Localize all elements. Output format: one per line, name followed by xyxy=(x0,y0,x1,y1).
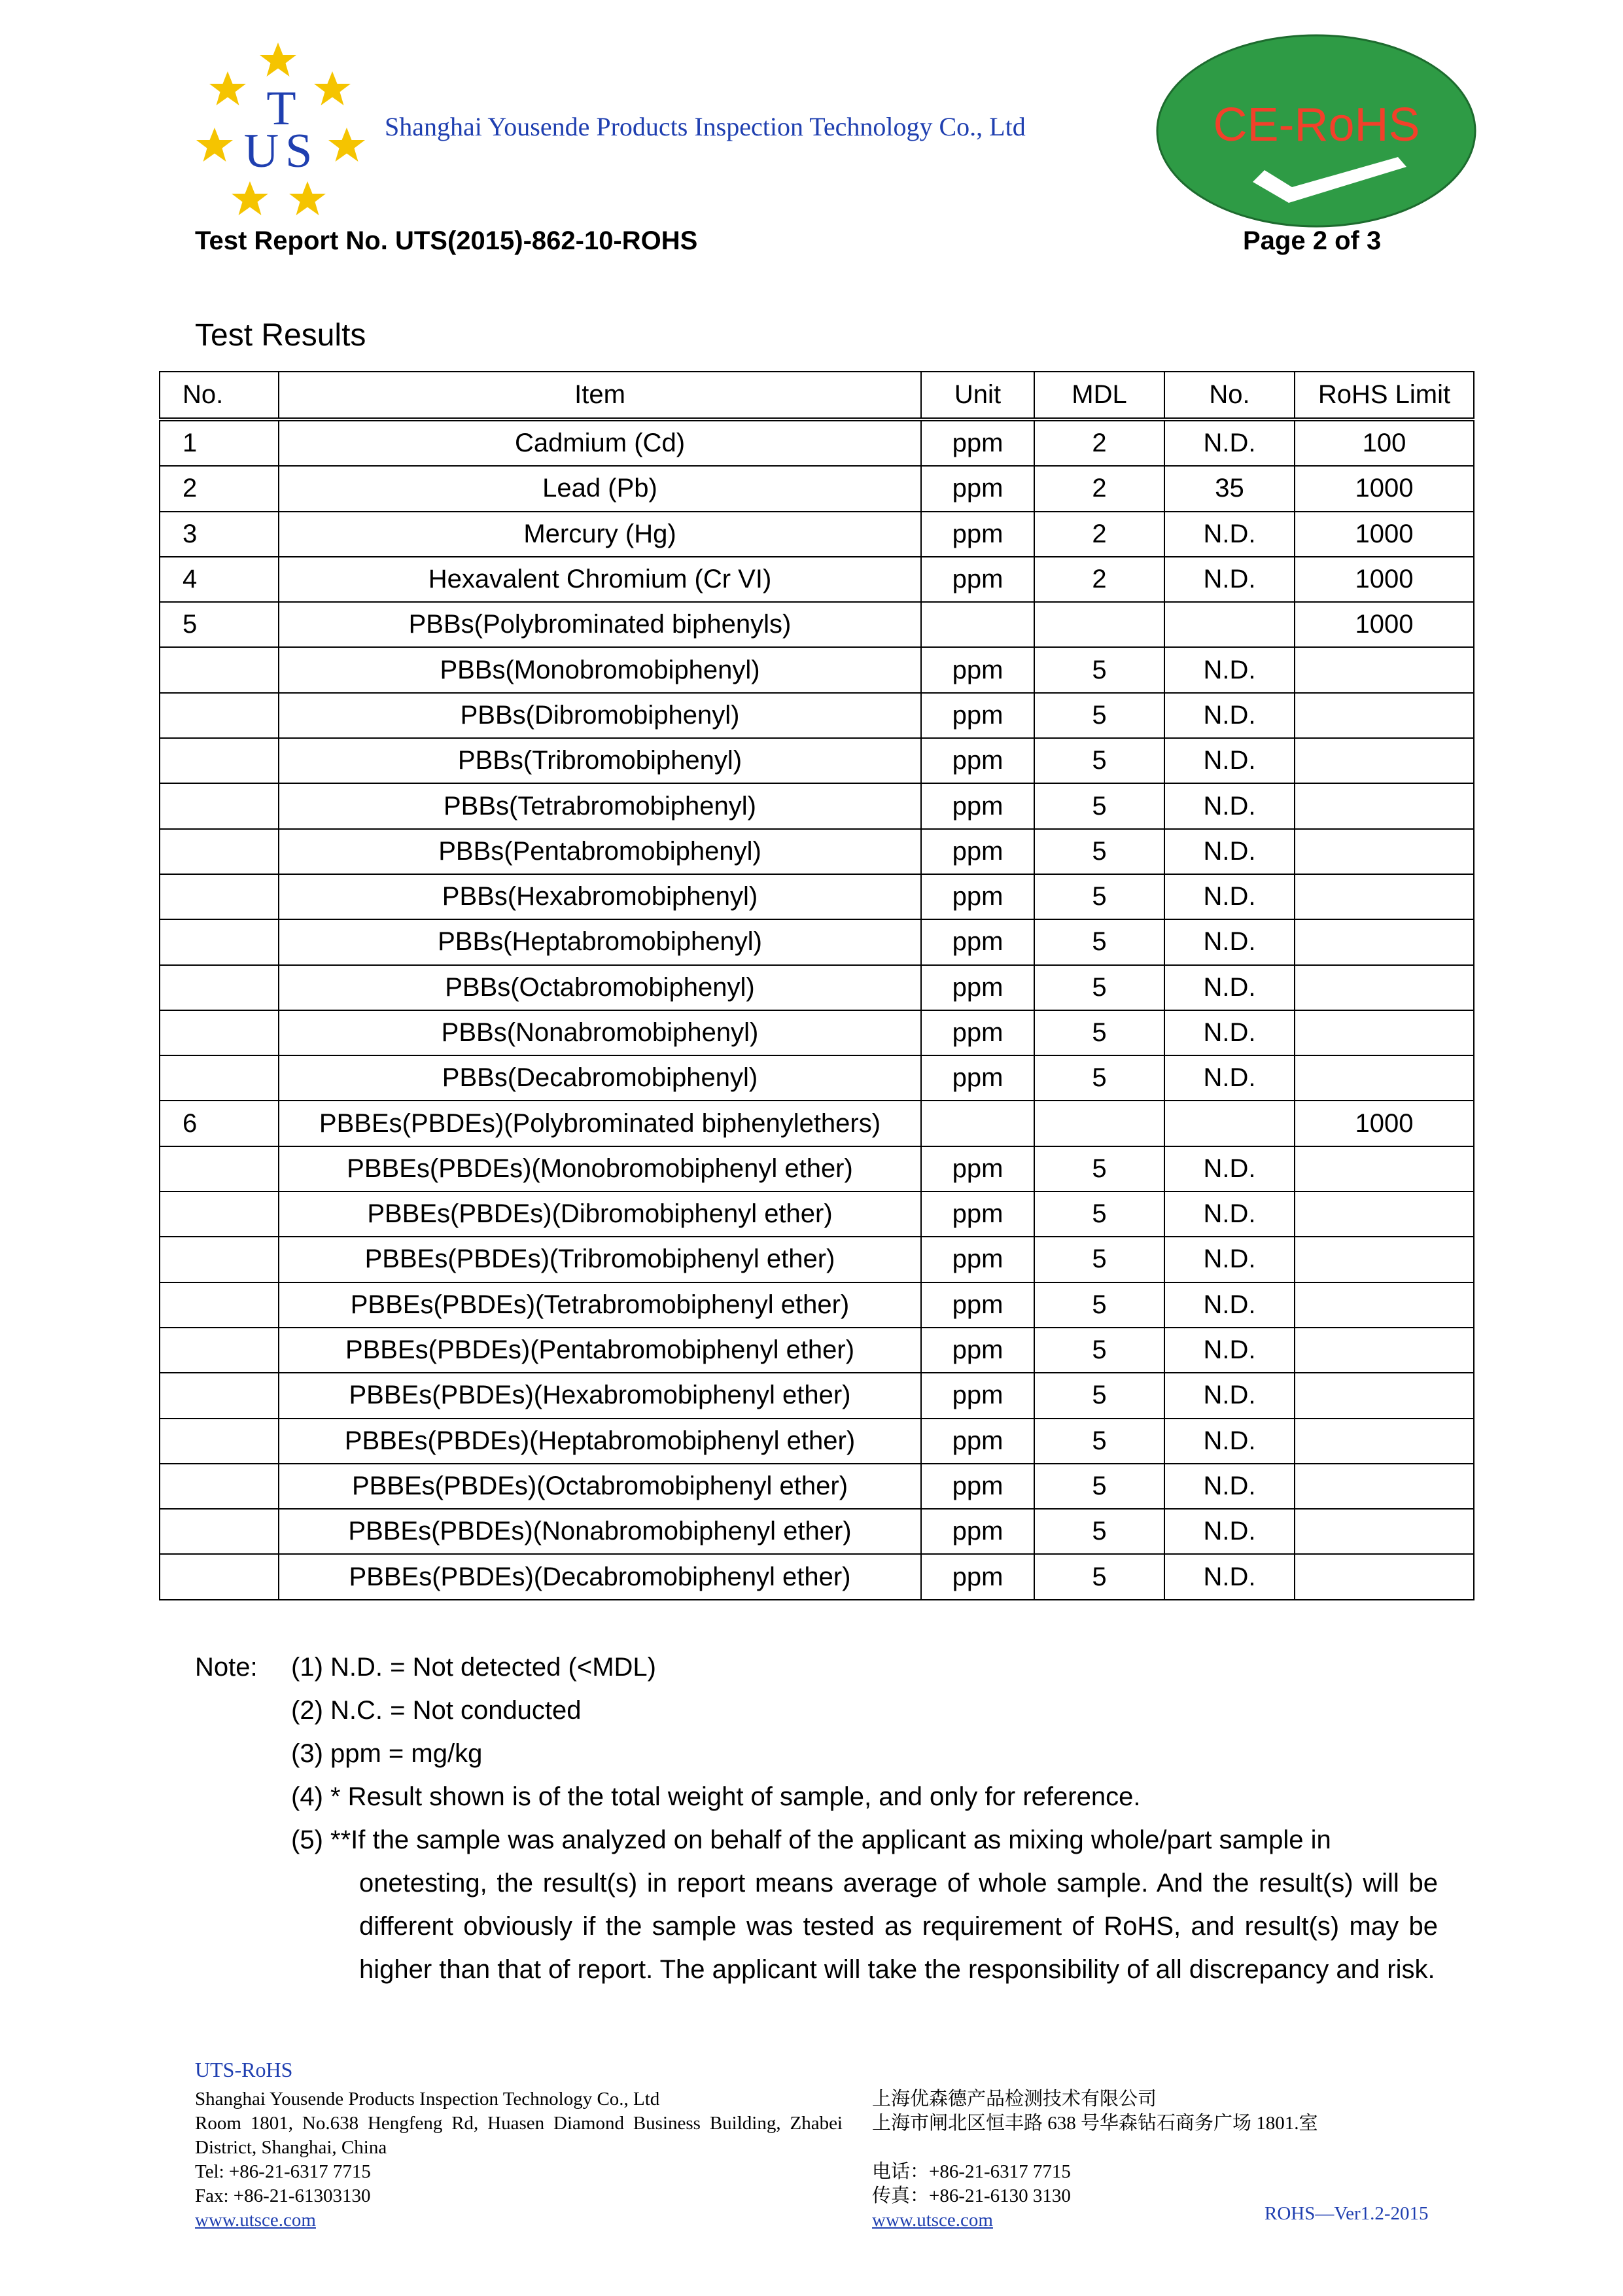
table-cell xyxy=(160,1464,279,1509)
table-row xyxy=(160,1328,1474,1373)
table-cell: PBBEs(PBDEs)(Decabromobiphenyl ether) xyxy=(279,1554,921,1599)
column-header: MDL xyxy=(1034,372,1164,419)
note-5-first-line: (5) **If the sample was analyzed on behalf of the applicant as mixing whole/part sample in xyxy=(291,1826,1331,1854)
table-row xyxy=(160,1146,1474,1192)
table-cell: 5 xyxy=(1034,1237,1164,1282)
table-header-row xyxy=(160,372,1474,419)
table-cell xyxy=(160,693,279,738)
footer-company-en: Shanghai Yousende Products Inspection Technology Co., Ltd xyxy=(195,2089,660,2110)
table-cell: N.D. xyxy=(1164,1146,1295,1192)
table-cell: N.D. xyxy=(1164,874,1295,919)
table-cell: PBBs(Tetrabromobiphenyl) xyxy=(279,783,921,828)
table-cell: N.D. xyxy=(1164,1055,1295,1101)
table-cell: 5 xyxy=(1034,1055,1164,1101)
table-cell xyxy=(1295,1010,1474,1055)
table-cell xyxy=(160,919,279,964)
table-row xyxy=(160,965,1474,1010)
note-item: (2) N.C. = Not conducted xyxy=(291,1696,582,1725)
table-cell xyxy=(1295,965,1474,1010)
uts-star-logo-icon xyxy=(190,36,373,232)
table-row xyxy=(160,647,1474,692)
table-row xyxy=(160,1282,1474,1328)
table-cell: ppm xyxy=(921,1509,1034,1554)
table-cell: 2 xyxy=(1034,512,1164,557)
table-cell: N.D. xyxy=(1164,557,1295,602)
table-cell xyxy=(1295,647,1474,692)
table-cell: PBBs(Polybrominated biphenyls) xyxy=(279,602,921,647)
table-cell: Cadmium (Cd) xyxy=(279,419,921,466)
table-cell: PBBs(Tribromobiphenyl) xyxy=(279,738,921,783)
table-cell: N.D. xyxy=(1164,1192,1295,1237)
column-header: No. xyxy=(160,372,279,419)
table-cell: 5 xyxy=(1034,647,1164,692)
table-cell: PBBEs(PBDEs)(Hexabromobiphenyl ether) xyxy=(279,1373,921,1418)
table-cell: 1000 xyxy=(1295,1101,1474,1146)
table-cell xyxy=(1295,1146,1474,1192)
footer-brand: UTS-RoHS xyxy=(195,2058,293,2081)
table-cell: PBBEs(PBDEs)(Nonabromobiphenyl ether) xyxy=(279,1509,921,1554)
table-cell xyxy=(1295,738,1474,783)
note-label: Note: xyxy=(195,1653,258,1682)
table-cell: N.D. xyxy=(1164,419,1295,466)
footer-address-cn: 上海市闸北区恒丰路 638 号华森钻石商务广场 1801.室 xyxy=(872,2113,1318,2134)
table-cell xyxy=(160,738,279,783)
table-cell: 1000 xyxy=(1295,557,1474,602)
note-5-continuation: onetesting, the result(s) in report means average of whole sample. And the result(s) will be different obviously if the sample was tested as requirement of RoHS, and result(s) may be higher than that of report. The applicant will take the responsibility of all discrepancy and risk. xyxy=(359,1869,1438,1984)
table-cell: 2 xyxy=(1034,466,1164,511)
table-cell xyxy=(1295,693,1474,738)
table-cell xyxy=(1295,783,1474,828)
table-cell: N.D. xyxy=(1164,1282,1295,1328)
table-cell: 5 xyxy=(1034,1464,1164,1509)
table-cell: N.D. xyxy=(1164,1328,1295,1373)
table-cell xyxy=(160,829,279,874)
table-cell: 5 xyxy=(1034,1192,1164,1237)
table-cell: 5 xyxy=(1034,1328,1164,1373)
table-cell xyxy=(1164,602,1295,647)
table-cell xyxy=(1295,1237,1474,1282)
table-cell: 5 xyxy=(1034,829,1164,874)
table-cell: 5 xyxy=(1034,1509,1164,1554)
table-cell: N.D. xyxy=(1164,1010,1295,1055)
table-cell xyxy=(1295,1419,1474,1464)
table-row xyxy=(160,1237,1474,1282)
table-cell xyxy=(1295,1192,1474,1237)
table-cell: PBBs(Heptabromobiphenyl) xyxy=(279,919,921,964)
table-cell: N.D. xyxy=(1164,738,1295,783)
table-cell: PBBEs(PBDEs)(Octabromobiphenyl ether) xyxy=(279,1464,921,1509)
table-cell: Lead (Pb) xyxy=(279,466,921,511)
company-name: Shanghai Yousende Products Inspection Technology Co., Ltd xyxy=(385,112,1026,141)
footer-tel-en: Tel: +86-21-6317 7715 xyxy=(195,2161,371,2182)
table-cell xyxy=(160,1419,279,1464)
footer-website-link-cn[interactable]: www.utsce.com xyxy=(872,2210,993,2231)
table-cell: 5 xyxy=(1034,783,1164,828)
table-cell: N.D. xyxy=(1164,1509,1295,1554)
table-cell: Mercury (Hg) xyxy=(279,512,921,557)
table-row xyxy=(160,874,1474,919)
table-cell: 1000 xyxy=(1295,512,1474,557)
table-cell xyxy=(160,647,279,692)
table-cell: ppm xyxy=(921,1010,1034,1055)
table-cell: 4 xyxy=(160,557,279,602)
footer-version: ROHS—Ver1.2-2015 xyxy=(1265,2203,1429,2224)
table-cell xyxy=(1034,1101,1164,1146)
results-table-body xyxy=(160,419,1474,1600)
table-cell: PBBs(Octabromobiphenyl) xyxy=(279,965,921,1010)
footer-company-cn: 上海优森德产品检测技术有限公司 xyxy=(872,2089,1157,2110)
footer-contact-en xyxy=(195,2087,843,2233)
table-cell: PBBEs(PBDEs)(Tribromobiphenyl ether) xyxy=(279,1237,921,1282)
table-cell: ppm xyxy=(921,466,1034,511)
table-cell: ppm xyxy=(921,1192,1034,1237)
table-cell: PBBs(Decabromobiphenyl) xyxy=(279,1055,921,1101)
note-item-5 xyxy=(291,1818,1438,1991)
table-row xyxy=(160,1554,1474,1599)
table-cell: ppm xyxy=(921,1328,1034,1373)
table-cell: 5 xyxy=(1034,874,1164,919)
table-cell xyxy=(1295,829,1474,874)
column-header: RoHS Limit xyxy=(1295,372,1474,419)
table-row xyxy=(160,1509,1474,1554)
table-cell: PBBEs(PBDEs)(Dibromobiphenyl ether) xyxy=(279,1192,921,1237)
table-cell xyxy=(1295,1282,1474,1328)
table-row xyxy=(160,1101,1474,1146)
table-cell: 100 xyxy=(1295,419,1474,466)
table-cell: N.D. xyxy=(1164,1554,1295,1599)
table-cell: ppm xyxy=(921,512,1034,557)
table-cell: ppm xyxy=(921,1237,1034,1282)
table-cell: 5 xyxy=(1034,919,1164,964)
table-cell: ppm xyxy=(921,1055,1034,1101)
table-row xyxy=(160,693,1474,738)
table-cell: 5 xyxy=(1034,738,1164,783)
table-row xyxy=(160,1373,1474,1418)
table-cell: 5 xyxy=(1034,965,1164,1010)
section-title: Test Results xyxy=(195,318,366,353)
table-cell: 6 xyxy=(160,1101,279,1146)
table-cell: 5 xyxy=(1034,1282,1164,1328)
table-cell: ppm xyxy=(921,829,1034,874)
table-cell xyxy=(160,1554,279,1599)
table-row xyxy=(160,602,1474,647)
table-cell: 5 xyxy=(1034,1146,1164,1192)
table-row xyxy=(160,466,1474,511)
table-cell: ppm xyxy=(921,965,1034,1010)
logo-letters-us: US xyxy=(243,124,319,178)
table-cell: 2 xyxy=(1034,557,1164,602)
table-cell: PBBEs(PBDEs)(Monobromobiphenyl ether) xyxy=(279,1146,921,1192)
footer-fax-en: Fax: +86-21-61303130 xyxy=(195,2185,371,2206)
table-cell xyxy=(921,602,1034,647)
table-cell: ppm xyxy=(921,1464,1034,1509)
table-cell: PBBs(Pentabromobiphenyl) xyxy=(279,829,921,874)
table-cell: PBBEs(PBDEs)(Polybrominated biphenylethers) xyxy=(279,1101,921,1146)
ce-rohs-badge xyxy=(1155,33,1478,229)
table-cell: ppm xyxy=(921,693,1034,738)
table-cell xyxy=(1295,919,1474,964)
table-cell xyxy=(1295,1373,1474,1418)
table-cell: N.D. xyxy=(1164,783,1295,828)
table-cell xyxy=(160,1010,279,1055)
table-row xyxy=(160,419,1474,466)
table-row xyxy=(160,1464,1474,1509)
table-cell xyxy=(1034,602,1164,647)
table-cell: N.D. xyxy=(1164,1419,1295,1464)
table-cell: ppm xyxy=(921,1282,1034,1328)
table-cell: ppm xyxy=(921,738,1034,783)
table-cell: PBBEs(PBDEs)(Heptabromobiphenyl ether) xyxy=(279,1419,921,1464)
table-row xyxy=(160,783,1474,828)
table-cell: 2 xyxy=(160,466,279,511)
table-cell xyxy=(1295,1464,1474,1509)
footer-tel-cn: 电话：+86-21-6317 7715 xyxy=(872,2161,1071,2182)
table-cell: ppm xyxy=(921,1146,1034,1192)
table-cell xyxy=(160,1328,279,1373)
table-row xyxy=(160,1010,1474,1055)
table-cell: ppm xyxy=(921,557,1034,602)
table-cell: ppm xyxy=(921,647,1034,692)
table-cell: ppm xyxy=(921,1419,1034,1464)
page-number: Page 2 of 3 xyxy=(1243,226,1382,255)
note-item: (3) ppm = mg/kg xyxy=(291,1739,483,1768)
table-cell: PBBEs(PBDEs)(Pentabromobiphenyl ether) xyxy=(279,1328,921,1373)
table-cell xyxy=(160,1509,279,1554)
column-header: Unit xyxy=(921,372,1034,419)
table-cell: 2 xyxy=(1034,419,1164,466)
table-cell xyxy=(160,1237,279,1282)
table-cell: ppm xyxy=(921,874,1034,919)
table-cell: ppm xyxy=(921,419,1034,466)
table-cell xyxy=(1164,1101,1295,1146)
table-cell xyxy=(160,1192,279,1237)
table-cell: Hexavalent Chromium (Cr VI) xyxy=(279,557,921,602)
table-cell: 35 xyxy=(1164,466,1295,511)
table-cell: ppm xyxy=(921,1373,1034,1418)
table-cell: PBBEs(PBDEs)(Tetrabromobiphenyl ether) xyxy=(279,1282,921,1328)
table-row xyxy=(160,512,1474,557)
table-row xyxy=(160,738,1474,783)
note-item: (4) * Result shown is of the total weight of sample, and only for reference. xyxy=(291,1782,1141,1811)
table-cell: N.D. xyxy=(1164,919,1295,964)
table-cell xyxy=(1295,1509,1474,1554)
logo-letter-t: T xyxy=(266,82,296,135)
report-number: Test Report No. UTS(2015)-862-10-ROHS xyxy=(195,226,698,255)
table-cell: PBBs(Monobromobiphenyl) xyxy=(279,647,921,692)
table-cell: 5 xyxy=(1034,1373,1164,1418)
table-cell xyxy=(160,1282,279,1328)
table-cell: 5 xyxy=(160,602,279,647)
table-cell: ppm xyxy=(921,783,1034,828)
table-cell: 3 xyxy=(160,512,279,557)
table-cell: 1000 xyxy=(1295,466,1474,511)
table-cell: 5 xyxy=(1034,693,1164,738)
footer-website-link-en[interactable]: www.utsce.com xyxy=(195,2210,316,2231)
table-cell xyxy=(160,783,279,828)
ce-rohs-text: CE-RoHS xyxy=(1213,99,1420,151)
table-cell xyxy=(160,1146,279,1192)
table-row xyxy=(160,1055,1474,1101)
table-cell xyxy=(1295,1328,1474,1373)
table-cell: N.D. xyxy=(1164,965,1295,1010)
table-cell: N.D. xyxy=(1164,1464,1295,1509)
table-row xyxy=(160,829,1474,874)
table-cell: N.D. xyxy=(1164,512,1295,557)
table-cell: 5 xyxy=(1034,1010,1164,1055)
company-logo xyxy=(190,36,373,232)
footer-spacer xyxy=(872,2136,1435,2160)
table-cell: N.D. xyxy=(1164,1237,1295,1282)
table-cell: N.D. xyxy=(1164,693,1295,738)
table-cell xyxy=(160,1055,279,1101)
table-cell: N.D. xyxy=(1164,829,1295,874)
footer-address-en: Room 1801, No.638 Hengfeng Rd, Huasen Diamond Business Building, Zhabei District, Shanghai, China xyxy=(195,2113,843,2158)
table-cell xyxy=(1295,1055,1474,1101)
table-cell: N.D. xyxy=(1164,647,1295,692)
table-cell: PBBs(Hexabromobiphenyl) xyxy=(279,874,921,919)
table-cell xyxy=(1295,1554,1474,1599)
table-cell: 5 xyxy=(1034,1554,1164,1599)
table-cell: PBBs(Nonabromobiphenyl) xyxy=(279,1010,921,1055)
table-cell xyxy=(1295,874,1474,919)
table-row xyxy=(160,919,1474,964)
table-cell: 5 xyxy=(1034,1419,1164,1464)
table-cell: N.D. xyxy=(1164,1373,1295,1418)
footer-fax-cn: 传真：+86-21-6130 3130 xyxy=(872,2185,1071,2206)
table-cell: PBBs(Dibromobiphenyl) xyxy=(279,693,921,738)
column-header: No. xyxy=(1164,372,1295,419)
table-cell xyxy=(160,874,279,919)
table-cell: ppm xyxy=(921,1554,1034,1599)
results-table xyxy=(159,371,1475,1600)
table-row xyxy=(160,557,1474,602)
table-row xyxy=(160,1192,1474,1237)
table-cell xyxy=(160,965,279,1010)
table-cell: ppm xyxy=(921,919,1034,964)
table-cell: 1000 xyxy=(1295,602,1474,647)
table-cell xyxy=(160,1373,279,1418)
table-row xyxy=(160,1419,1474,1464)
table-cell: 1 xyxy=(160,419,279,466)
column-header: Item xyxy=(279,372,921,419)
note-item: (1) N.D. = Not detected (<MDL) xyxy=(291,1653,656,1682)
table-cell xyxy=(921,1101,1034,1146)
